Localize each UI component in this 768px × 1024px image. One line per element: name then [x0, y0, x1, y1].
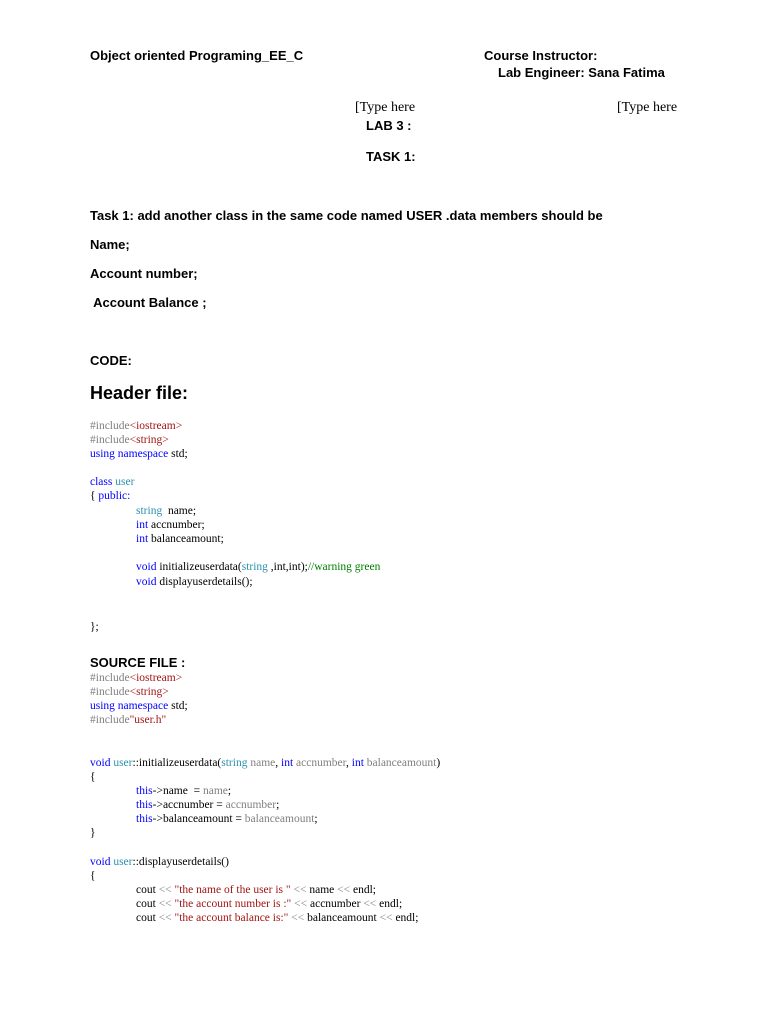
- code-line: [136, 784, 231, 798]
- code-token: <string>: [129, 686, 169, 698]
- code-token: name: [306, 884, 338, 896]
- code-line: [136, 504, 196, 518]
- member-account-balance: Account Balance ;: [90, 295, 207, 310]
- code-line: [136, 575, 253, 589]
- code-token: ;: [314, 813, 318, 825]
- code-token: ;: [227, 785, 232, 797]
- code-line: [136, 897, 402, 911]
- code-token: displayuserdetails();: [156, 576, 253, 588]
- code-line: [90, 826, 96, 840]
- code-token: ): [436, 757, 441, 769]
- code-token: ->balanceamount =: [152, 813, 245, 825]
- code-token: std;: [168, 700, 188, 712]
- code-token: accnumber: [307, 898, 364, 910]
- code-token: accnumber;: [148, 519, 205, 531]
- code-line: [90, 685, 169, 699]
- code-token: namespace: [117, 700, 169, 712]
- type-here-placeholder-1: [Type here: [355, 100, 416, 115]
- code-line: [136, 798, 279, 812]
- code-line: [136, 911, 418, 925]
- code-token: user: [110, 757, 133, 769]
- code-token: };: [90, 621, 99, 633]
- code-token: #include: [90, 434, 130, 446]
- code-token: {: [90, 490, 99, 502]
- code-token: int: [136, 519, 149, 531]
- code-token: string: [221, 757, 248, 769]
- code-line: [90, 419, 182, 433]
- code-line: [90, 855, 229, 869]
- code-token: "the name of the user is ": [171, 884, 294, 896]
- code-line: [90, 756, 440, 770]
- code-token: void: [90, 757, 111, 769]
- code-token: user: [112, 476, 135, 488]
- code-line: [90, 770, 96, 784]
- code-token: user: [110, 856, 133, 868]
- code-token: <<: [293, 884, 307, 896]
- code-token: balanceamount: [363, 757, 437, 769]
- code-line: [90, 433, 169, 447]
- code-token: "the account balance is:": [171, 912, 292, 924]
- code-token: "the account number is :": [171, 898, 295, 910]
- code-token: namespace: [117, 448, 169, 460]
- code-token: <iostream>: [129, 672, 183, 684]
- code-token: <string>: [129, 434, 169, 446]
- instructor-label: Course Instructor:: [484, 48, 598, 63]
- code-token: <<: [294, 898, 308, 910]
- code-token: {: [90, 771, 96, 783]
- code-token: this: [136, 799, 153, 811]
- code-line: [136, 518, 205, 532]
- code-token: using: [90, 700, 115, 712]
- code-line: [90, 713, 166, 727]
- code-token: name;: [162, 505, 197, 517]
- course-title: Object oriented Programing_EE_C: [90, 48, 304, 63]
- code-token: <<: [337, 884, 351, 896]
- code-token: ::displayuserdetails(): [132, 856, 229, 868]
- code-token: ->name =: [152, 785, 203, 797]
- code-line: [136, 883, 376, 897]
- code-line: [90, 869, 96, 883]
- code-token: #include: [90, 686, 130, 698]
- code-token: cout: [136, 884, 159, 896]
- code-line: [136, 532, 224, 546]
- code-token: int: [136, 533, 149, 545]
- code-token: <<: [158, 912, 172, 924]
- code-token: <<: [291, 912, 305, 924]
- code-token: int: [351, 757, 364, 769]
- code-token: void: [90, 856, 111, 868]
- code-token: accnumber: [225, 799, 277, 811]
- task-description: Task 1: add another class in the same code named USER .data members should be: [90, 208, 603, 223]
- code-token: ,int,int);: [267, 561, 308, 573]
- code-token: void: [136, 576, 157, 588]
- code-token: //warning green: [307, 561, 381, 573]
- code-token: <<: [363, 898, 377, 910]
- code-token: #include: [90, 714, 130, 726]
- code-line: [90, 447, 188, 461]
- code-token: <<: [379, 912, 393, 924]
- code-token: <<: [158, 898, 172, 910]
- code-token: name: [247, 757, 276, 769]
- code-line: [90, 475, 134, 489]
- code-token: endl;: [350, 884, 376, 896]
- code-token: <iostream>: [129, 420, 183, 432]
- code-token: this: [136, 813, 153, 825]
- code-token: {: [90, 870, 96, 882]
- code-token: std;: [168, 448, 188, 460]
- code-line: [90, 489, 130, 503]
- code-token: balanceamount: [304, 912, 380, 924]
- task-title: TASK 1:: [366, 149, 416, 164]
- code-token: <<: [158, 884, 172, 896]
- code-token: ::initializeuserdata(: [132, 757, 222, 769]
- code-token: }: [90, 827, 96, 839]
- lab-engineer: Lab Engineer: Sana Fatima: [498, 65, 665, 80]
- code-token: void: [136, 561, 157, 573]
- header-file-title: Header file:: [90, 383, 189, 403]
- code-token: cout: [136, 912, 159, 924]
- code-token: ,: [346, 757, 352, 769]
- code-token: int: [281, 757, 294, 769]
- code-token: string: [241, 561, 268, 573]
- code-token: using: [90, 448, 115, 460]
- code-token: string: [136, 505, 163, 517]
- code-token: cout: [136, 898, 159, 910]
- code-token: ,: [275, 757, 281, 769]
- member-name: Name;: [90, 237, 130, 252]
- code-token: balanceamount;: [148, 533, 224, 545]
- code-line: [90, 620, 99, 634]
- code-token: class: [90, 476, 113, 488]
- lab-title: LAB 3 :: [366, 118, 412, 133]
- code-token: accnumber: [293, 757, 346, 769]
- code-token: name: [202, 785, 228, 797]
- code-token: #include: [90, 420, 130, 432]
- code-token: ->accnumber =: [152, 799, 226, 811]
- source-file-title: SOURCE FILE :: [90, 655, 186, 670]
- code-token: public:: [98, 490, 131, 502]
- code-line: [136, 560, 380, 574]
- code-token: this: [136, 785, 153, 797]
- code-token: balanceamount: [244, 813, 315, 825]
- code-token: ;: [276, 799, 280, 811]
- type-here-placeholder-2: [Type here: [617, 100, 678, 115]
- code-line: [90, 699, 188, 713]
- member-account-number: Account number;: [90, 266, 198, 281]
- code-token: "user.h": [129, 714, 167, 726]
- code-line: [136, 812, 318, 826]
- code-line: [90, 671, 182, 685]
- code-token: endl;: [376, 898, 403, 910]
- code-label: CODE:: [90, 353, 132, 368]
- code-token: endl;: [392, 912, 419, 924]
- code-token: initializeuserdata(: [156, 561, 242, 573]
- code-token: #include: [90, 672, 130, 684]
